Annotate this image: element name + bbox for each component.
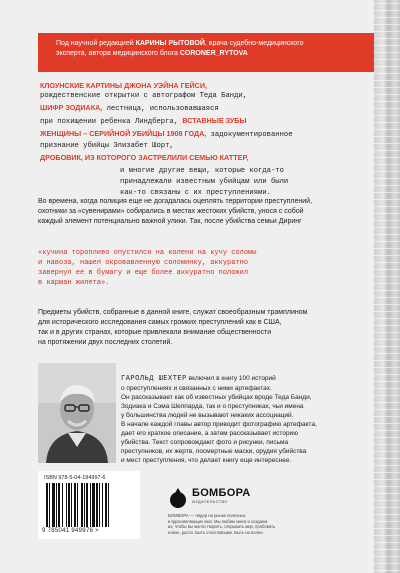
- publisher-name: БОМБОРА: [192, 487, 251, 499]
- publisher-desc-line: их, чтобы вы могли творить, открывать мир, пробовать: [168, 524, 276, 530]
- editor-banner: [38, 33, 374, 72]
- bio-line: дает его краткое описание, а затем рассказывает историю: [121, 430, 299, 437]
- quote-line: «кучина торопливо опустился на колени на кучу соломы: [38, 249, 257, 257]
- publisher-desc-line: и вдохновляющих книг. Мы любим книги и создаем: [168, 518, 268, 524]
- publisher-desc-line: БОМБОРА — лидер на рынке полезных: [168, 513, 246, 518]
- list-line: рождественские открытки с автографом Теда Банди,: [40, 92, 248, 100]
- artifacts-list: [40, 80, 360, 163]
- summary-paragraph: [38, 308, 356, 348]
- isbn-label: ISBN 978-5-04-194997-6: [44, 475, 106, 481]
- author-portrait-icon: [38, 363, 116, 463]
- history-paragraph: [38, 197, 356, 227]
- quote-block: [38, 248, 356, 288]
- closing-line: принадлежали известным убийцам или были: [120, 178, 289, 186]
- banner-line-2: эксперта, автора медицинского блога CORONER_RYTOVA: [56, 50, 248, 57]
- publisher-subtitle: ИЗДАТЕЛЬСТВО: [192, 500, 228, 504]
- banner-line-1: Под научной редакцией КАРИНЫ РЫТОВОЙ, врача судебно-медицинского: [56, 40, 304, 47]
- barcode-digits: 9 785041 949976 >: [42, 528, 99, 534]
- barcode-box: [38, 471, 140, 539]
- barcode-icon: [44, 483, 134, 527]
- list-line: КЛОУНСКИЕ КАРТИНЫ ДЖОНА УЭЙНА ГЕЙСИ,: [40, 81, 208, 90]
- list-line: признание убийцы Элизабет Шорт,: [40, 142, 174, 150]
- publisher-desc-line: новое, расти. Быть счастливыми. Быть на волне.: [168, 529, 264, 535]
- author-name: ГАРОЛЬД ШЕХТЕР: [121, 375, 187, 383]
- paragraph-line: охотники за «сувенирами» собирались в местах жестоких убийств, унося с собой: [38, 208, 304, 215]
- author-bio: [121, 374, 357, 465]
- bio-line: убийства. Текст сопровождают фото и рисунки, письма: [121, 439, 289, 446]
- bio-line: преступников, их жертв, посмертные маски, орудия убийства: [121, 448, 307, 455]
- paragraph-line: для исторического исследования самых громких преступлений как в США,: [38, 319, 282, 326]
- bio-line: Зодиака и Сэма Шеппарда, так и о преступниках, чьи имена: [121, 403, 304, 410]
- list-line: ДРОБОВИК, ИЗ КОТОРОГО ЗАСТРЕЛИЛИ СЕМЬЮ КАТТЕР,: [40, 153, 249, 162]
- publisher-description: [168, 513, 303, 535]
- paragraph-line: Предметы убийств, собранные в данной книге, служат своеобразным трамплином: [38, 309, 308, 316]
- publisher-logo-icon: [168, 487, 188, 509]
- closing-text: [120, 166, 380, 199]
- bio-line: у большинства людей не вызывают никаких ассоциаций.: [121, 412, 294, 419]
- quote-line: в карман жилета».: [38, 279, 110, 287]
- quote-line: завернул ее в бумагу и еще более аккуратно положил: [38, 269, 249, 277]
- bio-line: о преступлениях и связанных с ними артефактах.: [121, 385, 272, 392]
- paragraph-line: каждый элемент потенциально важной улики. Так, после убийства семьи Диринг: [38, 218, 302, 225]
- duct-tape-strip: [374, 0, 400, 573]
- author-photo: [38, 363, 116, 463]
- list-line: при похищении ребенка Линдберга, ВСТАВНЫЕ ЗУБЫ: [40, 116, 247, 126]
- bio-line: В начале каждой главы автор приводит фотографию артефакта,: [121, 421, 317, 428]
- bio-line: Он рассказывает как об известных убийцах вроде Теда Банди,: [121, 394, 312, 401]
- paragraph-line: Во времена, когда полиция еще не догадалась оцеплять территории преступлений,: [38, 198, 313, 205]
- paragraph-line: на протяжении двух последних столетий.: [38, 339, 173, 346]
- closing-line: как-то связаны с их преступлениями.: [120, 189, 271, 197]
- bio-line: ГАРОЛЬД ШЕХТЕР включил в книгу 100 историй: [121, 375, 276, 383]
- paragraph-line: так и в других странах, которые привлекали внимание общественности: [38, 329, 272, 336]
- bio-line: и мест преступления, что делает книгу еще интереснее.: [121, 457, 292, 464]
- list-line: ЖЕНЩИНЫ – СЕРИЙНОЙ УБИЙЦЫ 1908 ГОДА, задокументированное: [40, 129, 293, 139]
- quote-line: и навоза, нашел окровавленную соломинку, аккуратно: [38, 259, 249, 267]
- list-line: ШИФР ЗОДИАКА, лестница, использовавшаяся: [40, 103, 219, 113]
- closing-line: и многие другие вещи, которые когда-то: [120, 167, 284, 175]
